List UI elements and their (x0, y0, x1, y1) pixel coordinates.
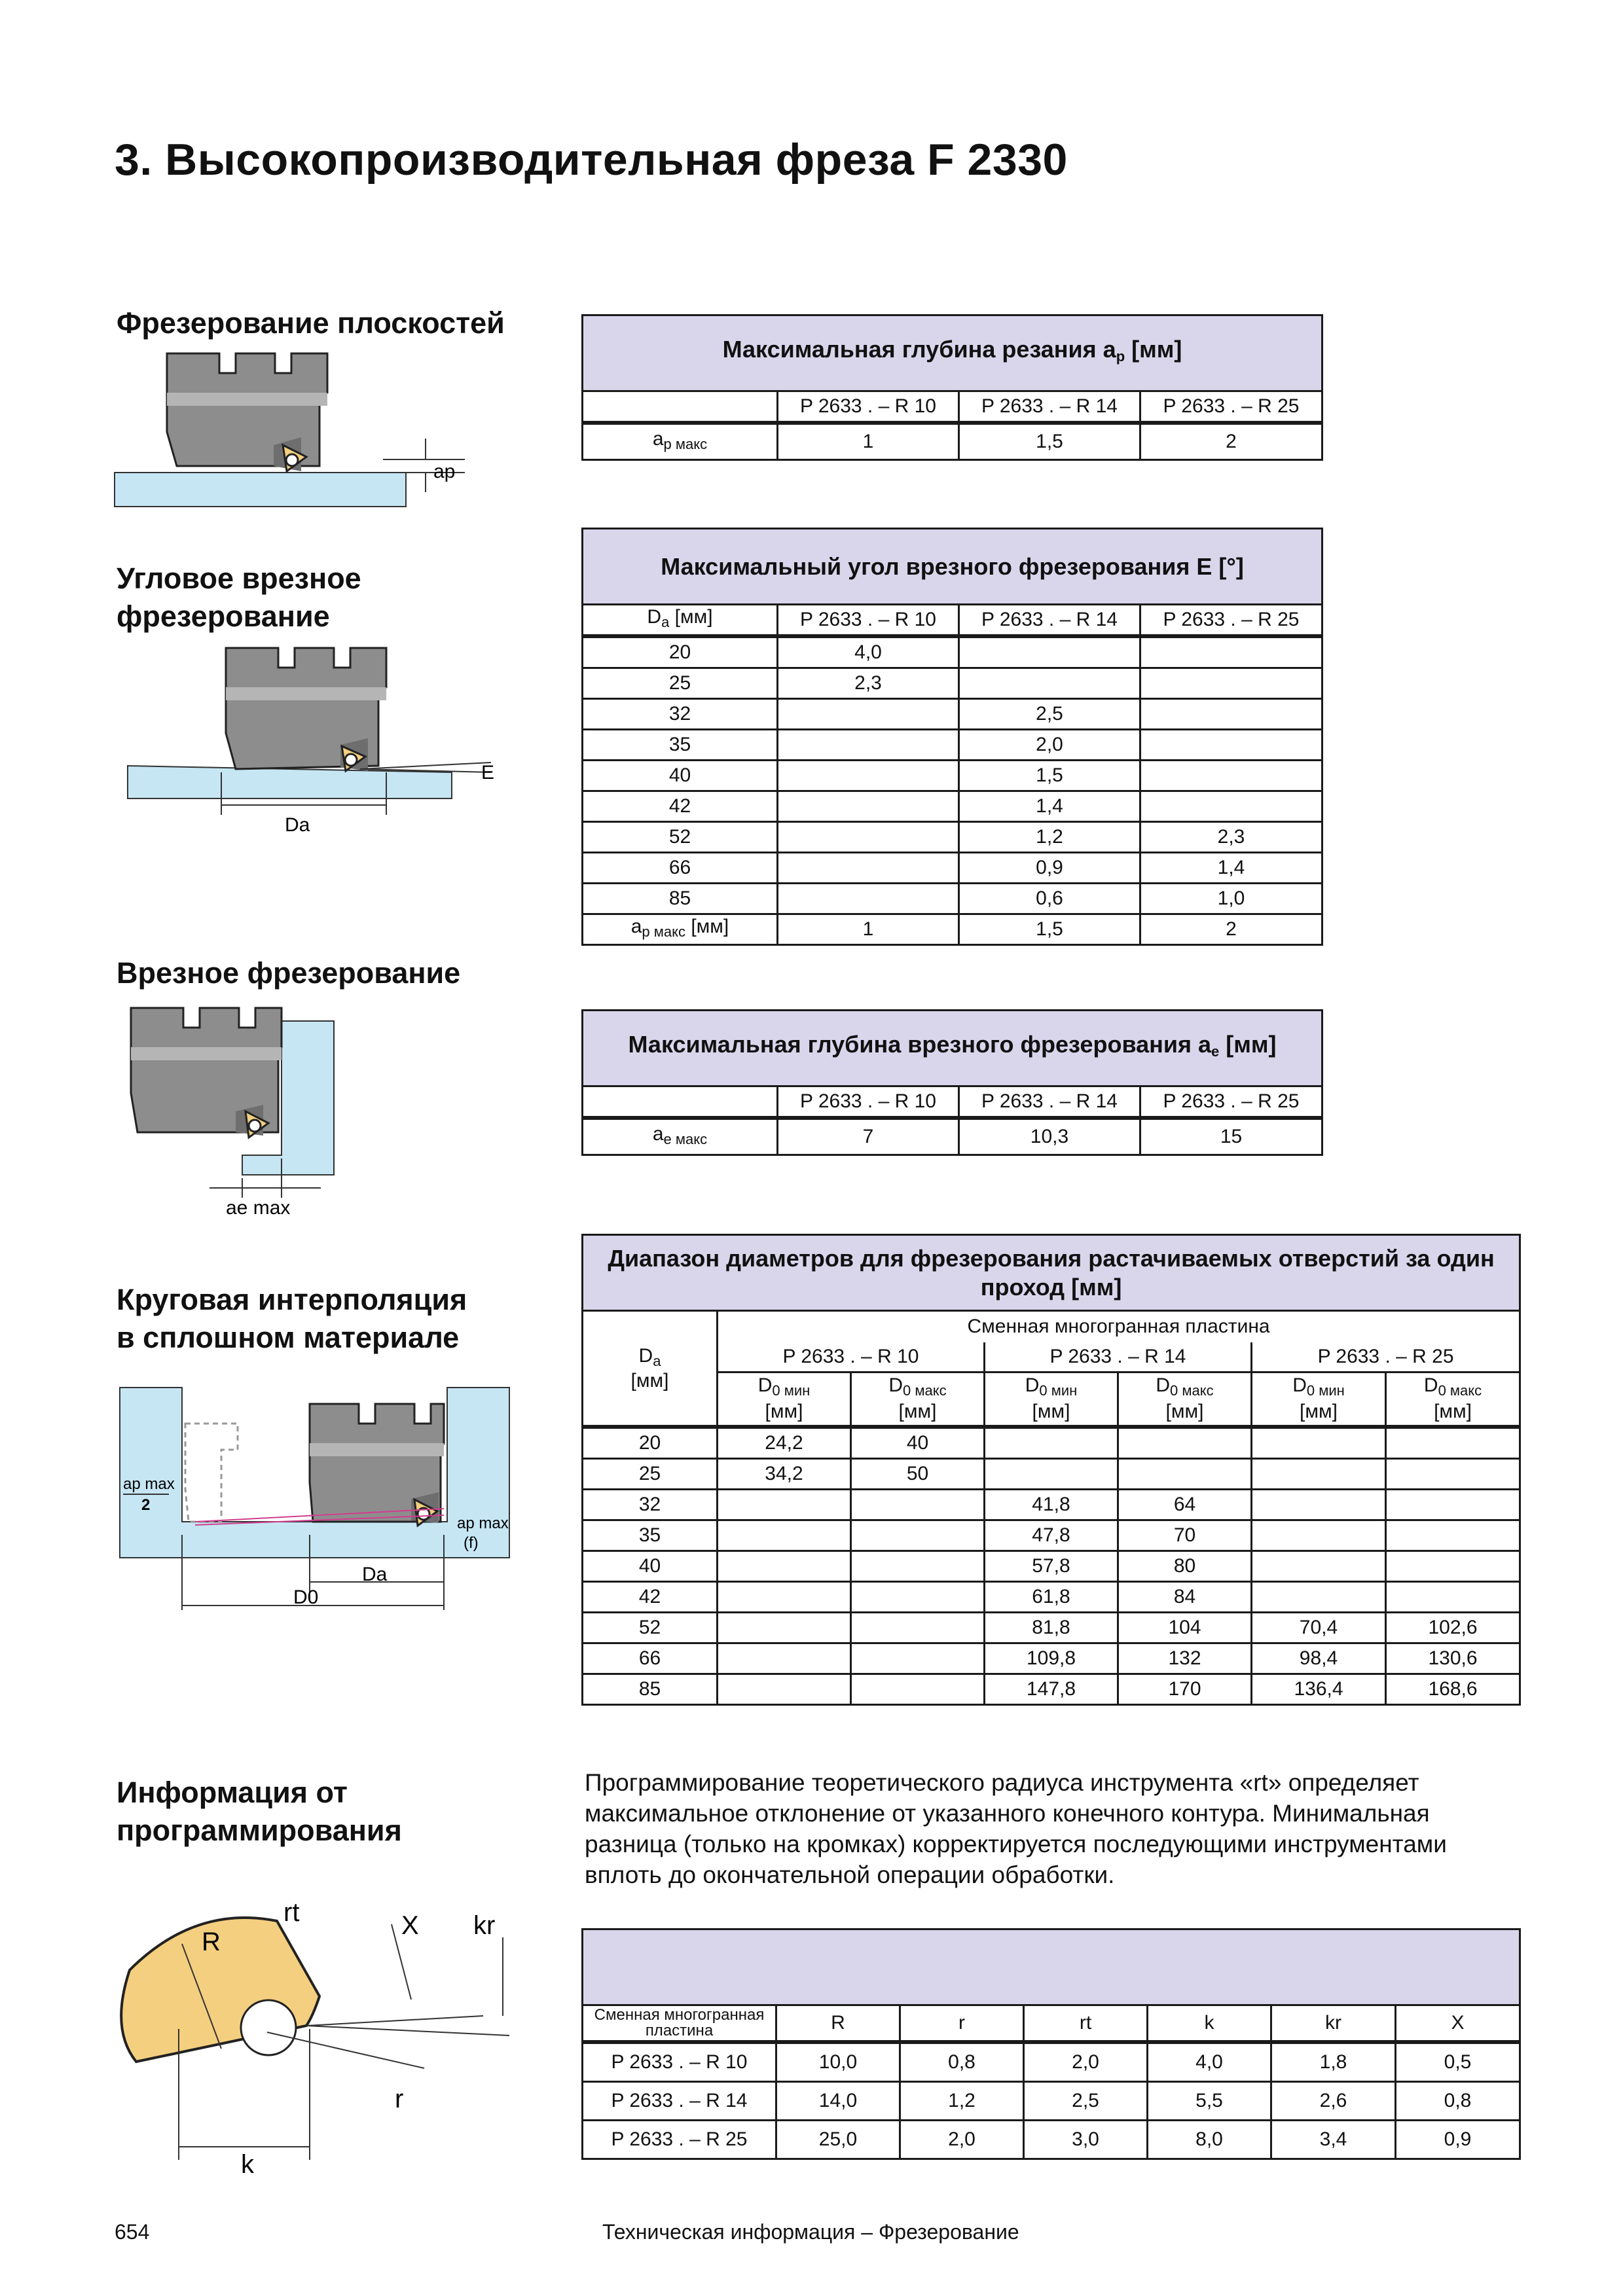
table2-cell: 1,5 (959, 914, 1140, 945)
table2-cell (778, 822, 959, 853)
angle-e-label: E (481, 762, 495, 783)
page-number: 654 (115, 2220, 150, 2244)
table3-title: Максимальная глубина врезного фрезерования $a_e$ [мм] (583, 1011, 1322, 1086)
table5-cell: P 2633 . – R 14 (583, 2081, 776, 2120)
table5-header-band (583, 1929, 1520, 2005)
ap-label: ap (433, 461, 456, 482)
table2-cell (1140, 730, 1322, 761)
table5-col: k (1148, 2005, 1271, 2042)
table2-cell (959, 636, 1140, 668)
table2-cell: 2,0 (959, 730, 1140, 761)
table5-col: X (1396, 2005, 1520, 2042)
table2-cell (959, 668, 1140, 699)
table5-cell: 1,2 (900, 2081, 1024, 2120)
r-small-label: r (395, 2085, 404, 2113)
table2-cell: 1,4 (1140, 853, 1322, 884)
table5-cell: 5,5 (1148, 2081, 1271, 2120)
table3-col: P 2633 . – R 14 (959, 1086, 1140, 1119)
table-row (583, 699, 1322, 730)
table4-cell: 66 (583, 1643, 718, 1674)
table5-col: kr (1271, 2005, 1396, 2042)
table4-cell: 147,8 (985, 1674, 1118, 1705)
table2-title: Максимальный угол врезного фрезерования E [°] (583, 529, 1322, 605)
table4-sub-label: D (757, 1374, 773, 1397)
table5-cell: 2,0 (900, 2120, 1024, 2159)
table2-cell (1140, 791, 1322, 822)
table2-cell (1140, 668, 1322, 699)
table4-cell (851, 1490, 985, 1520)
table4-cell (718, 1613, 851, 1643)
table5-cell: 3,0 (1024, 2120, 1148, 2159)
table5-cell: 14,0 (776, 2081, 900, 2120)
plunge-figure (111, 1001, 373, 1217)
table4-insert-col: P 2633 . – R 14 (985, 1342, 1252, 1372)
table4-cell: 104 (1118, 1613, 1252, 1643)
table4-sub-label: D (888, 1374, 903, 1397)
section-heading-ramping-2: фрезерование (117, 600, 330, 633)
table-row (583, 1427, 1520, 1459)
table4-cell: 132 (1118, 1643, 1252, 1674)
table-row (583, 1674, 1520, 1705)
table4-sub-unit: [мм] (1434, 1401, 1472, 1423)
table5-cell: P 2633 . – R 25 (583, 2120, 776, 2159)
table2-cell (778, 884, 959, 914)
table4-cell: 32 (583, 1490, 718, 1520)
table1-col: P 2633 . – R 14 (959, 391, 1140, 423)
table5-cell: 4,0 (1148, 2042, 1271, 2082)
section-heading-face-milling: Фрезерование плоскостей (117, 306, 505, 340)
section-heading-circular-1: Круговая интерполяция (117, 1283, 467, 1316)
table4-sub-col (1118, 1372, 1252, 1427)
bore-diameter-range-table (581, 1234, 1521, 1706)
footer-text: Техническая информация – Фрезерование (602, 2220, 1019, 2244)
d0-label: D0 (293, 1587, 319, 1608)
table4-cell (1386, 1490, 1520, 1520)
table5-cell: 2,0 (1024, 2042, 1148, 2082)
table2-col: P 2633 . – R 10 (778, 605, 959, 637)
ap-max-half-num: ap max (123, 1475, 175, 1493)
table4-insert-col: P 2633 . – R 25 (1252, 1342, 1520, 1372)
programming-parameters-table (581, 1928, 1521, 2160)
table2-cell: 1,5 (959, 761, 1140, 791)
table4-sub-label: D (1156, 1374, 1171, 1397)
table4-sub-label: D (1025, 1374, 1040, 1397)
ae-max-label: ae max (226, 1197, 291, 1217)
table2-cell: 66 (583, 853, 778, 884)
table2-cell: 85 (583, 884, 778, 914)
table2-cell: 4,0 (778, 636, 959, 668)
table3-col: P 2633 . – R 10 (778, 1086, 959, 1119)
table4-sub-unit: [мм] (1300, 1401, 1338, 1423)
ap-max-half-den: 2 (141, 1496, 151, 1514)
table4-sub-label-sub: 0 макс (1438, 1382, 1482, 1399)
programming-geometry-figure (117, 1885, 529, 2173)
da-label-circular: Da (362, 1564, 388, 1585)
table2-cell: 2,3 (1140, 822, 1322, 853)
table4-cell: 20 (583, 1427, 718, 1459)
table-row (583, 730, 1322, 761)
table4-cell (851, 1582, 985, 1613)
table4-group-label: Сменная многогранная пластина (718, 1311, 1520, 1342)
table2-cell: 2 (1140, 914, 1322, 945)
table4-cell (718, 1490, 851, 1520)
table4-cell: 102,6 (1386, 1613, 1520, 1643)
table2-cell (1140, 761, 1322, 791)
table5-col: R (776, 2005, 900, 2042)
table-row (583, 2120, 1520, 2159)
rt-label: rt (283, 1898, 300, 1927)
table4-cell: 42 (583, 1582, 718, 1613)
table2-cell: 40 (583, 761, 778, 791)
face-milling-figure (111, 347, 478, 524)
r-big-label: R (202, 1928, 221, 1956)
table4-cell (985, 1427, 1118, 1459)
table2-cell (778, 761, 959, 791)
table4-insert-col: P 2633 . – R 10 (718, 1342, 985, 1372)
table4-cell (1118, 1459, 1252, 1490)
table5-cell: 0,8 (1396, 2081, 1520, 2120)
table5-cell: P 2633 . – R 10 (583, 2042, 776, 2082)
table4-cell (1386, 1551, 1520, 1582)
table3-col: P 2633 . – R 25 (1140, 1086, 1322, 1119)
table-row (583, 1613, 1520, 1643)
table4-sub-label-sub: 0 мин (772, 1382, 811, 1399)
table5-cell: 2,6 (1271, 2081, 1396, 2120)
table4-cell (718, 1674, 851, 1705)
table4-cell (718, 1643, 851, 1674)
table4-sub-label-sub: 0 мин (1039, 1382, 1078, 1399)
table2-cell: 2,3 (778, 668, 959, 699)
table2-cell (778, 730, 959, 761)
table2-cell: 20 (583, 636, 778, 668)
table2-cell: 0,6 (959, 884, 1140, 914)
table3-cell: 10,3 (959, 1118, 1140, 1155)
table-row (583, 853, 1322, 884)
max-ramping-angle-table (581, 528, 1323, 946)
ramping-figure (124, 641, 517, 838)
table-row (583, 636, 1322, 668)
table4-sub-col (985, 1372, 1118, 1427)
table4-cell: 81,8 (985, 1613, 1118, 1643)
table4-sub-unit: [мм] (898, 1401, 937, 1423)
table4-sub-label: D (1423, 1374, 1438, 1397)
table2-last-label: $a_{p макс}$ [мм] (583, 914, 778, 945)
section-heading-programming-1: Информация от (117, 1776, 348, 1809)
table5-col: r (900, 2005, 1024, 2042)
table5-col: rt (1024, 2005, 1148, 2042)
table4-cell (1252, 1520, 1386, 1551)
table4-cell: 25 (583, 1459, 718, 1490)
table4-sub-unit: [мм] (1032, 1401, 1070, 1423)
table2-cell (1140, 699, 1322, 730)
table2-cell: 35 (583, 730, 778, 761)
section-heading-circular-2: в сплошном материале (117, 1321, 460, 1354)
table2-cell: 32 (583, 699, 778, 730)
table2-cell (778, 853, 959, 884)
section-heading-plunge: Врезное фрезерование (117, 956, 461, 990)
table-row (583, 2081, 1520, 2120)
table4-sub-col (718, 1372, 851, 1427)
table1-col: P 2633 . – R 25 (1140, 391, 1322, 423)
table-row (583, 791, 1322, 822)
table4-cell (851, 1551, 985, 1582)
table4-cell: 57,8 (985, 1551, 1118, 1582)
table4-title: Диапазон диаметров для фрезерования растачиваемых отверстий за один проход [мм] (583, 1235, 1520, 1311)
table4-cell (1252, 1459, 1386, 1490)
table5-cell: 0,9 (1396, 2120, 1520, 2159)
table4-sub-col (1252, 1372, 1386, 1427)
table4-cell (1252, 1582, 1386, 1613)
table-row (583, 1520, 1520, 1551)
table2-cell: 2,5 (959, 699, 1140, 730)
table2-head-label: $D_a$ [мм] (583, 605, 778, 637)
table-row (583, 761, 1322, 791)
max-cutting-depth-table (581, 314, 1323, 461)
table4-cell: 170 (1118, 1674, 1252, 1705)
table5-cell: 2,5 (1024, 2081, 1148, 2120)
table4-cell (851, 1674, 985, 1705)
table4-sub-unit: [мм] (765, 1401, 803, 1423)
section-heading-programming-2: программирования (117, 1814, 402, 1847)
table2-cell: 0,9 (959, 853, 1140, 884)
programming-paragraph: Программирование теоретического радиуса инструмента «rt» определяет максимальное отклонение от указанного конечного контура. Минимальная разница (только на кромках) корректируется последующими инструментами вплоть до окончательной операции обработки. (585, 1769, 1447, 1888)
table4-cell (1252, 1551, 1386, 1582)
table2-col: P 2633 . – R 25 (1140, 605, 1322, 637)
table2-cell (778, 791, 959, 822)
table5-cell: 3,4 (1271, 2120, 1396, 2159)
table2-cell: 1,4 (959, 791, 1140, 822)
table-row (583, 1582, 1520, 1613)
feed-label: (f) (464, 1534, 479, 1552)
table2-cell: 52 (583, 822, 778, 853)
table4-cell: 85 (583, 1674, 718, 1705)
table2-cell: 25 (583, 668, 778, 699)
table4-cell: 109,8 (985, 1643, 1118, 1674)
table4-sub-col (1386, 1372, 1520, 1427)
table4-cell: 80 (1118, 1551, 1252, 1582)
table4-cell: 41,8 (985, 1490, 1118, 1520)
page-title: 3. Высокопроизводительная фреза F 2330 (115, 135, 1068, 185)
table4-cell: 70,4 (1252, 1613, 1386, 1643)
table-row (583, 1551, 1520, 1582)
table-row (583, 1643, 1520, 1674)
table4-cell: 84 (1118, 1582, 1252, 1613)
table5-cell: 1,8 (1271, 2042, 1396, 2082)
table2-cell (778, 699, 959, 730)
table4-cell (985, 1459, 1118, 1490)
table4-cell: 61,8 (985, 1582, 1118, 1613)
table2-col: P 2633 . – R 14 (959, 605, 1140, 637)
da-label: Da (285, 814, 310, 836)
table2-cell (1140, 636, 1322, 668)
table4-cell (851, 1643, 985, 1674)
table-row (583, 1490, 1520, 1520)
table4-cell (1386, 1582, 1520, 1613)
table-row (583, 884, 1322, 914)
table4-cell: 40 (583, 1551, 718, 1582)
section-heading-ramping-1: Угловое врезное (117, 562, 361, 595)
table4-sub-unit: [мм] (1165, 1401, 1204, 1423)
table2-cell: 1,2 (959, 822, 1140, 853)
ap-max-label: ap max (457, 1515, 509, 1532)
k-label: k (241, 2150, 254, 2173)
table4-cell (851, 1520, 985, 1551)
table4-sub-col (851, 1372, 985, 1427)
table4-cell (718, 1520, 851, 1551)
table4-sub-label-sub: 0 мин (1306, 1382, 1345, 1399)
table3-cell: 15 (1140, 1118, 1322, 1155)
table4-cell: 40 (851, 1427, 985, 1459)
table5-cell: 8,0 (1148, 2120, 1271, 2159)
table3-cell: 7 (778, 1118, 959, 1155)
table4-cell: 70 (1118, 1520, 1252, 1551)
table4-cell (718, 1551, 851, 1582)
table4-cell: 52 (583, 1613, 718, 1643)
table5-cell: 25,0 (776, 2120, 900, 2159)
table4-cell: 24,2 (718, 1427, 851, 1459)
circular-interpolation-figure (117, 1384, 522, 1620)
table4-cell (1386, 1459, 1520, 1490)
table1-title: Максимальная глубина резания $a_p$ [мм] (583, 315, 1322, 391)
x-label: X (401, 1911, 419, 1940)
table-row (583, 1459, 1520, 1490)
table4-cell (718, 1582, 851, 1613)
table-row (583, 822, 1322, 853)
table4-cell (1252, 1490, 1386, 1520)
table3-row-label: $a_{e макс}$ (583, 1118, 778, 1155)
table5-col: Сменная многогранная пластина (583, 2005, 776, 2042)
table4-cell: 35 (583, 1520, 718, 1551)
table4-cell (851, 1613, 985, 1643)
table4-sub-label-sub: 0 макс (1170, 1382, 1214, 1399)
table2-cell: 42 (583, 791, 778, 822)
table4-cell (1386, 1427, 1520, 1459)
table1-row-label: $a_{p макс}$ (583, 423, 778, 459)
table4-sub-label: D (1292, 1374, 1307, 1397)
table5-cell: 0,8 (900, 2042, 1024, 2082)
table4-cell: 168,6 (1386, 1674, 1520, 1705)
table-row (583, 2042, 1520, 2082)
table1-cell: 1 (778, 423, 959, 459)
table-row (583, 668, 1322, 699)
table5-cell: 0,5 (1396, 2042, 1520, 2082)
table4-cell: 47,8 (985, 1520, 1118, 1551)
table4-cell (1252, 1427, 1386, 1459)
table4-sub-label-sub: 0 макс (903, 1382, 947, 1399)
table5-cell: 10,0 (776, 2042, 900, 2082)
kr-label: kr (473, 1911, 496, 1940)
table4-cell: 64 (1118, 1490, 1252, 1520)
table4-cell: 130,6 (1386, 1643, 1520, 1674)
table1-cell: 2 (1140, 423, 1322, 459)
table4-cell (1386, 1520, 1520, 1551)
table1-cell: 1,5 (959, 423, 1140, 459)
table2-cell: 1 (778, 914, 959, 945)
table1-col: P 2633 . – R 10 (778, 391, 959, 423)
table4-cell: 50 (851, 1459, 985, 1490)
table4-cell (1118, 1427, 1252, 1459)
table4-cell: 136,4 (1252, 1674, 1386, 1705)
table4-cell: 34,2 (718, 1459, 851, 1490)
table2-cell: 1,0 (1140, 884, 1322, 914)
table4-da-header: $D_a$ [мм] (583, 1311, 718, 1427)
table4-cell: 98,4 (1252, 1643, 1386, 1674)
max-plunge-depth-table (581, 1009, 1323, 1156)
